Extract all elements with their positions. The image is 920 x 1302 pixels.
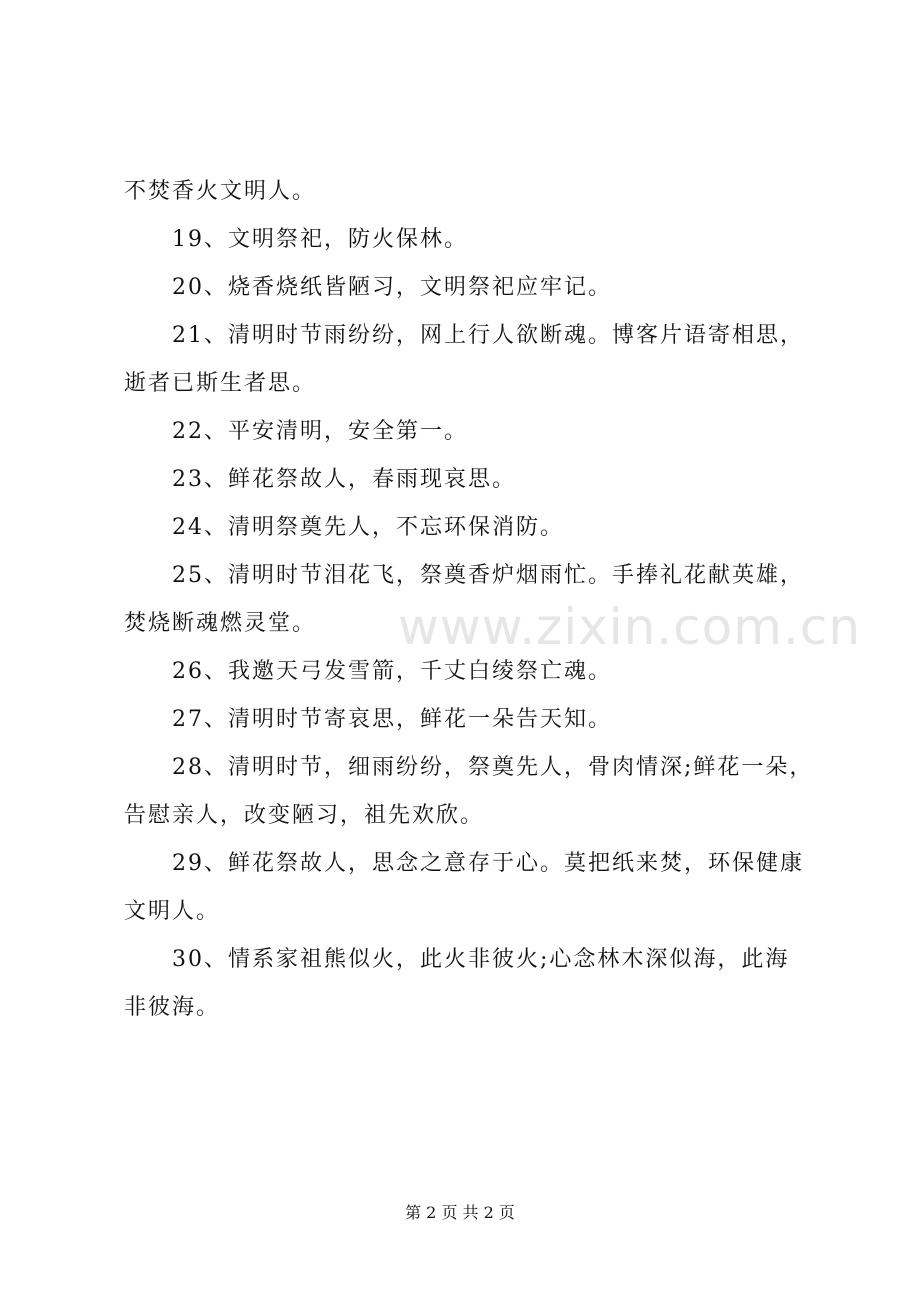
text-line: 22、平安清明，安全第一。 xyxy=(172,419,468,444)
document-body xyxy=(124,168,824,1032)
watermark: www.zixin.com.cn xyxy=(398,598,862,656)
page-footer: 第 2 页 共 2 页 xyxy=(405,1203,515,1222)
text-line: 21、清明时节雨纷纷，网上行人欲断魂。博客片语寄相思， xyxy=(172,323,804,348)
text-line: 20、烧香烧纸皆陋习，文明祭祀应牢记。 xyxy=(172,275,612,300)
text-line: 焚烧断魂燃灵堂。 xyxy=(124,611,317,636)
text-line: 26、我邀天弓发雪箭，千丈白绫祭亡魂。 xyxy=(172,659,612,684)
text-line: 24、清明祭奠先人，不忘环保消防。 xyxy=(172,515,564,540)
text-line: 27、清明时节寄哀思，鲜花一朵告天知。 xyxy=(172,707,612,732)
text-line: 29、鲜花祭故人，思念之意存于心。莫把纸来焚，环保健康 xyxy=(172,851,804,876)
text-line: 19、文明祭祀，防火保林。 xyxy=(172,227,468,252)
text-line: 25、清明时节泪花飞，祭奠香炉烟雨忙。手捧礼花献英雄， xyxy=(172,563,804,588)
text-line: 逝者已斯生者思。 xyxy=(124,371,317,396)
text-line: 文明人。 xyxy=(124,899,221,924)
text-line: 30、情系家祖熊似火，此火非彼火;心念林木深似海，此海 xyxy=(172,947,790,972)
text-line: 告慰亲人，改变陋习，祖先欢欣。 xyxy=(124,803,485,828)
text-line: 23、鲜花祭故人，春雨现哀思。 xyxy=(172,467,516,492)
text-line: 非彼海。 xyxy=(124,995,221,1020)
text-line: 28、清明时节，细雨纷纷，祭奠先人，骨肉情深;鲜花一朵， xyxy=(172,755,814,780)
text-line: 不焚香火文明人。 xyxy=(124,179,317,204)
